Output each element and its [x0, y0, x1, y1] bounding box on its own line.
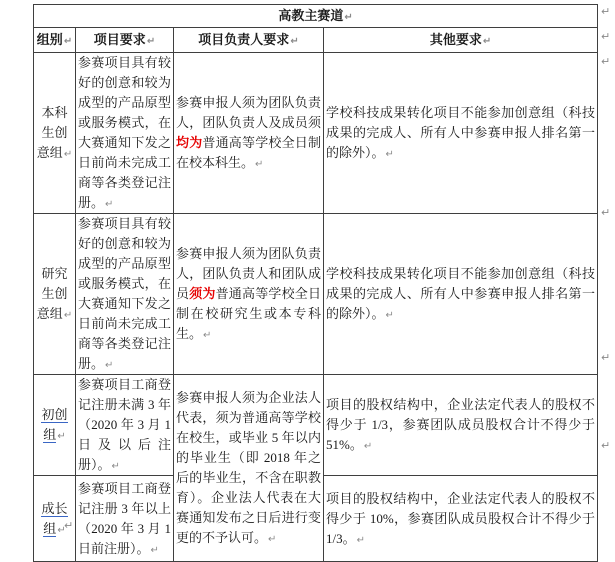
pilcrow-mark: ↵	[363, 441, 373, 452]
pilcrow-mark: ↵	[63, 310, 73, 321]
header-project	[76, 28, 174, 53]
leader-requirement-text: 参赛申报人须为团队负责人，团队负责人及成员须	[176, 95, 321, 130]
pilcrow-mark: ↵	[344, 12, 353, 23]
pilcrow-mark: ↵	[385, 149, 394, 160]
cell-undergrad-leader	[174, 53, 324, 214]
cell-undergrad-other	[324, 53, 598, 214]
cell-startup-other	[324, 375, 598, 476]
project-requirement-text: 参赛项目工商登记注册未满 3 年（2020 年 3 月 1 日及以后注册）。	[78, 377, 171, 472]
table-title	[34, 5, 598, 28]
pilcrow-mark: ↵	[150, 544, 159, 556]
pilcrow-mark: ↵	[63, 36, 73, 47]
header-other	[324, 28, 598, 53]
leader-requirement-text: 参赛申报人须为企业法人代表，须为普通高等学校在校生，或毕业 5 年以内的毕业生（即 2018 年之后的毕业生，不含在职教育）。企业法人代表在大赛通知发布之日后进行变更的不予认可。	[176, 390, 321, 545]
pilcrow-mark: ↵	[111, 461, 120, 472]
cell-startup-growth-leader	[174, 375, 324, 562]
pilcrow-mark: ↵	[105, 360, 114, 371]
other-requirement-text: 学校科技成果转化项目不能参加创意组（科技成果的完成人、所有人中参赛申报人排名第一的除外）。	[326, 105, 596, 160]
leader-requirement-text: 普通高等学校全日制在校研究生或本专科生。	[176, 286, 321, 341]
table-row	[34, 53, 598, 214]
pilcrow-mark: ↵	[57, 431, 66, 442]
pilcrow-mark: ↵	[290, 36, 299, 47]
cell-undergrad-project	[76, 53, 174, 214]
cell-startup-group	[34, 375, 76, 476]
row-end-mark: ↵	[601, 351, 611, 364]
group-name-link[interactable]: 成长组	[41, 500, 68, 536]
leader-requirement-text: 普通高等学校全日制在校本科生。	[176, 135, 321, 170]
group-name: 本科生创意组	[36, 105, 68, 160]
cell-graduate-leader	[174, 214, 324, 375]
other-requirement-text: 学校科技成果转化项目不能参加创意组（科技成果的完成人、所有人中参赛申报人排名第一的除外）。	[326, 266, 596, 321]
row-end-mark: ↵	[601, 439, 611, 452]
row-end-mark: ↵	[601, 206, 611, 219]
group-name-link[interactable]: 初创组	[41, 407, 68, 442]
header-group	[34, 28, 76, 53]
row-end-mark: ↵	[601, 5, 611, 18]
pilcrow-mark: ↵	[57, 524, 66, 536]
table-row	[34, 375, 598, 476]
cell-growth-other	[324, 476, 598, 562]
pilcrow-mark: ↵	[482, 36, 492, 47]
pilcrow-mark: ↵	[63, 149, 73, 160]
pilcrow-mark: ↵	[385, 310, 394, 321]
table-row	[34, 214, 598, 375]
cell-graduate-other	[324, 214, 598, 375]
row-end-mark: ↵	[601, 55, 611, 68]
project-requirement-text: 参赛项目具有较好的创意和较为成型的产品原型或服务模式，在大赛通知下发之日前尚未完成工商等各类登记注册。	[78, 55, 171, 210]
header-group-label: 组别	[36, 32, 63, 47]
cell-startup-project	[76, 375, 174, 476]
row-end-mark: ↵	[601, 30, 611, 43]
cell-growth-project	[76, 476, 174, 562]
leader-requirement-emphasis: 均为	[176, 135, 203, 150]
leader-requirement-emphasis: 须为	[189, 286, 216, 301]
pilcrow-mark: ↵	[146, 36, 156, 47]
cell-undergrad-group	[34, 53, 76, 214]
header-leader	[174, 28, 324, 53]
pilcrow-mark: ↵	[203, 330, 212, 341]
other-requirement-text: 项目的股权结构中，企业法定代表人的股权不得少于 10%，参赛团队成员股权合计不得少于 1/3。	[326, 490, 596, 546]
header-project-label: 项目要求	[93, 32, 146, 47]
other-requirement-text: 项目的股权结构中，企业法定代表人的股权不得少于 1/3，参赛团队成员股权合计不得少于 51%。	[326, 397, 596, 452]
pilcrow-mark: ↵	[356, 534, 366, 546]
pilcrow-mark: ↵	[255, 159, 264, 170]
header-other-label: 其他要求	[429, 32, 482, 47]
project-requirement-text: 参赛项目具有较好的创意和较为成型的产品原型或服务模式，在大赛通知下发之日前尚未完成工商等各类登记注册。	[78, 216, 171, 371]
table-title-text: 高教主赛道	[278, 8, 344, 23]
cell-graduate-group	[34, 214, 76, 375]
group-name: 研究生创意组	[36, 266, 68, 321]
leader-requirement-text: 参赛申报人须为团队负责人，团队负责人和团队成员	[176, 246, 321, 301]
paragraph-mark: ↵	[64, 519, 74, 532]
pilcrow-mark: ↵	[268, 534, 277, 545]
project-requirement-text: 参赛项目工商登记注册 3 年以上（2020 年 3 月 1 日前注册）。	[78, 480, 171, 556]
cell-graduate-project	[76, 214, 174, 375]
track-requirements-table	[33, 4, 598, 562]
header-leader-label: 项目负责人要求	[198, 32, 290, 47]
pilcrow-mark: ↵	[105, 199, 114, 210]
